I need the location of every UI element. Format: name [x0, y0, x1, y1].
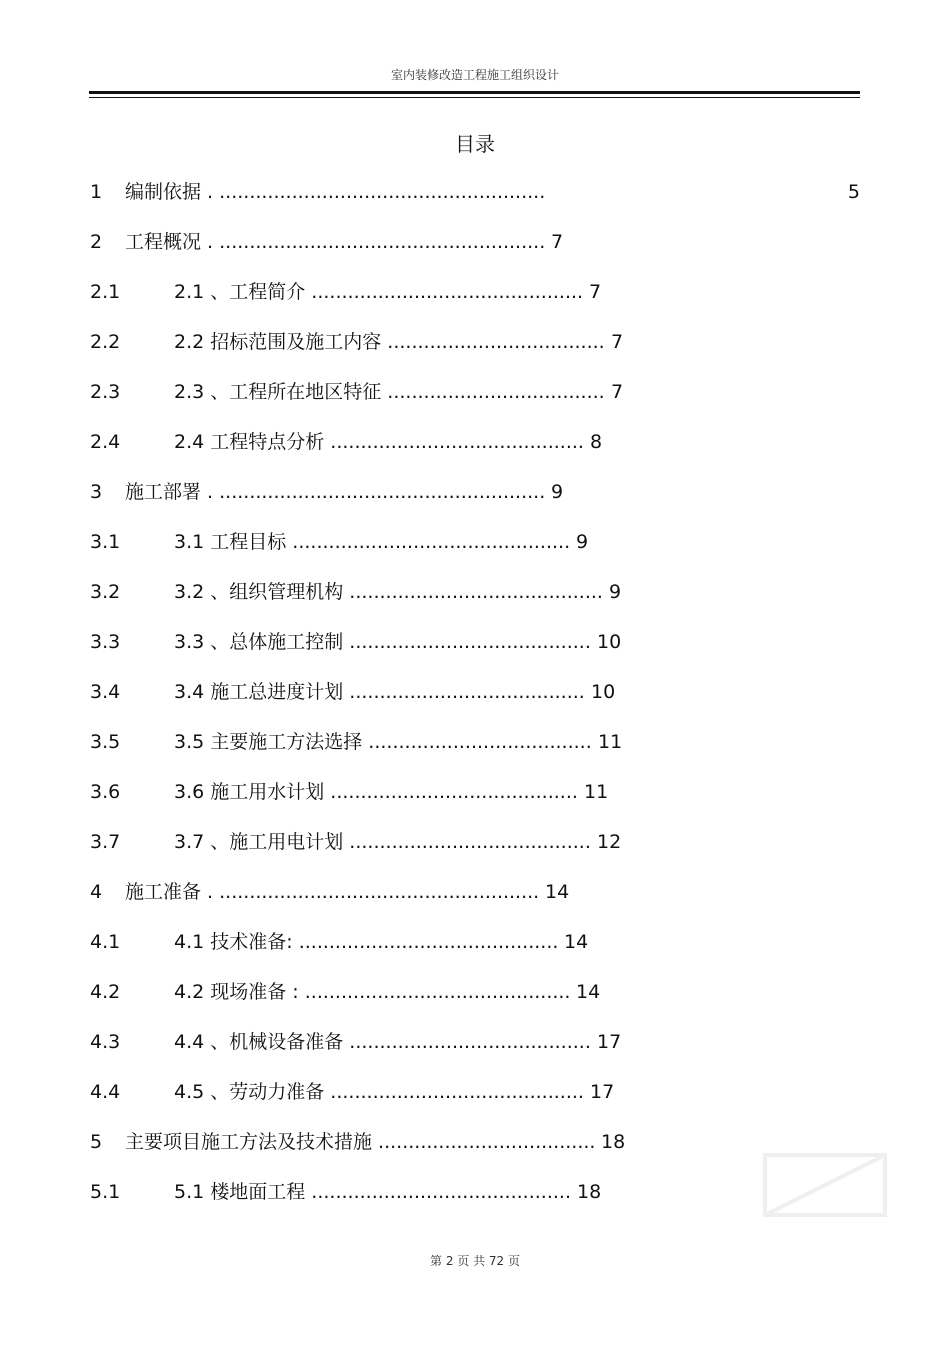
toc-entry-title: 3.4 施工总进度计划 .......................................	[174, 681, 585, 703]
toc-entry-page: 7	[551, 231, 564, 253]
toc-entry[interactable]	[90, 476, 860, 526]
toc-list	[90, 176, 860, 1226]
toc-entry-number: 3.7	[90, 831, 121, 853]
toc-entry-number: 3.2	[90, 581, 121, 603]
toc-entry-page: 18	[601, 1131, 626, 1153]
toc-entry-number: 3.5	[90, 731, 121, 753]
toc-entry-title: 3.3 、总体施工控制 ........................................	[174, 631, 591, 653]
toc-entry[interactable]	[90, 976, 860, 1026]
toc-entry-page: 17	[597, 1031, 622, 1053]
toc-entry-number: 3.6	[90, 781, 121, 803]
toc-entry-number: 2	[90, 231, 103, 253]
toc-entry-title: 3.5 主要施工方法选择 .....................................	[174, 731, 592, 753]
toc-entry[interactable]	[90, 826, 860, 876]
toc-entry[interactable]	[90, 776, 860, 826]
toc-entry-number: 4.4	[90, 1081, 121, 1103]
toc-entry-page: 14	[545, 881, 570, 903]
toc-entry-title: 2.2 招标范围及施工内容 ....................................	[174, 331, 605, 353]
toc-entry-title: 5.1 楼地面工程 ...........................................	[174, 1181, 571, 1203]
toc-entry[interactable]	[90, 726, 860, 776]
toc-entry-number: 2.2	[90, 331, 121, 353]
watermark-stamp	[760, 1150, 890, 1220]
toc-entry-page: 9	[609, 581, 622, 603]
toc-entry[interactable]	[90, 626, 860, 676]
toc-entry-title: 4.4 、机械设备准备 ........................................	[174, 1031, 591, 1053]
toc-entry[interactable]	[90, 176, 860, 226]
toc-entry[interactable]	[90, 226, 860, 276]
toc-entry-number: 2.4	[90, 431, 121, 453]
toc-entry[interactable]	[90, 276, 860, 326]
toc-entry-number: 3.4	[90, 681, 121, 703]
toc-entry[interactable]	[90, 426, 860, 476]
toc-entry-title: 2.4 工程特点分析 ..........................................	[174, 431, 584, 453]
toc-entry-page: 11	[584, 781, 609, 803]
toc-entry-page: 17	[590, 1081, 615, 1103]
toc-entry-title: 3.6 施工用水计划 .........................................	[174, 781, 578, 803]
toc-entry-page: 10	[597, 631, 622, 653]
toc-entry[interactable]	[90, 876, 860, 926]
toc-entry-number: 2.1	[90, 281, 121, 303]
toc-entry-page: 12	[597, 831, 622, 853]
toc-entry-number: 4.3	[90, 1031, 121, 1053]
toc-entry-title: 3.1 工程目标 ..............................................	[174, 531, 571, 553]
toc-entry-page: 11	[598, 731, 623, 753]
toc-entry-number: 4.1	[90, 931, 121, 953]
header-rule-thin	[89, 97, 860, 98]
toc-entry-title: 工程概况 . ......................................................	[125, 231, 546, 253]
toc-entry-page: 5	[847, 181, 860, 203]
toc-entry-title: 施工准备 . .....................................................	[125, 881, 540, 903]
toc-entry-page: 7	[611, 381, 624, 403]
toc-entry-page: 8	[590, 431, 603, 453]
toc-entry[interactable]	[90, 1126, 860, 1176]
toc-entry-number: 3.3	[90, 631, 121, 653]
toc-entry-title: 主要项目施工方法及技术措施 ....................................	[125, 1131, 596, 1153]
toc-entry-page: 14	[564, 931, 589, 953]
toc-entry-number: 5.1	[90, 1181, 121, 1203]
header-rule-thick	[89, 91, 860, 94]
toc-entry-page: 18	[577, 1181, 602, 1203]
toc-entry[interactable]	[90, 1176, 860, 1226]
toc-entry-number: 4.2	[90, 981, 121, 1003]
toc-entry-title: 3.7 、施工用电计划 ........................................	[174, 831, 591, 853]
toc-entry-title: 4.1 技术准备: ...........................................	[174, 931, 559, 953]
page-footer: 第 2 页 共 72 页	[430, 1254, 520, 1268]
toc-entry-page: 7	[589, 281, 602, 303]
toc-entry-number: 4	[90, 881, 103, 903]
toc-entry-title: 编制依据 . ......................................................	[125, 181, 546, 203]
toc-entry-title: 2.1 、工程简介 .............................................	[174, 281, 584, 303]
toc-entry-number: 5	[90, 1131, 103, 1153]
toc-entry[interactable]	[90, 526, 860, 576]
toc-entry-page: 9	[551, 481, 564, 503]
toc-entry-number: 3.1	[90, 531, 121, 553]
toc-entry[interactable]	[90, 926, 860, 976]
toc-entry-page: 7	[611, 331, 624, 353]
toc-entry-number: 1	[90, 181, 103, 203]
toc-entry[interactable]	[90, 326, 860, 376]
toc-entry-page: 10	[591, 681, 616, 703]
toc-entry-title: 3.2 、组织管理机构 ..........................................	[174, 581, 603, 603]
toc-entry-title: 施工部署 . ......................................................	[125, 481, 546, 503]
toc-entry[interactable]	[90, 376, 860, 426]
toc-title: 目录	[455, 132, 495, 156]
toc-entry[interactable]	[90, 1076, 860, 1126]
toc-entry-number: 3	[90, 481, 103, 503]
toc-entry-page: 9	[576, 531, 589, 553]
toc-entry-number: 2.3	[90, 381, 121, 403]
toc-entry[interactable]	[90, 1026, 860, 1076]
toc-entry-title: 4.2 现场准备 : ............................................	[174, 981, 571, 1003]
toc-entry-title: 2.3 、工程所在地区特征 ....................................	[174, 381, 605, 403]
toc-entry[interactable]	[90, 576, 860, 626]
toc-entry-page: 14	[576, 981, 601, 1003]
page-header: 室内装修改造工程施工组织设计	[390, 68, 559, 82]
toc-entry[interactable]	[90, 676, 860, 726]
toc-entry-title: 4.5 、劳动力准备 ..........................................	[174, 1081, 584, 1103]
